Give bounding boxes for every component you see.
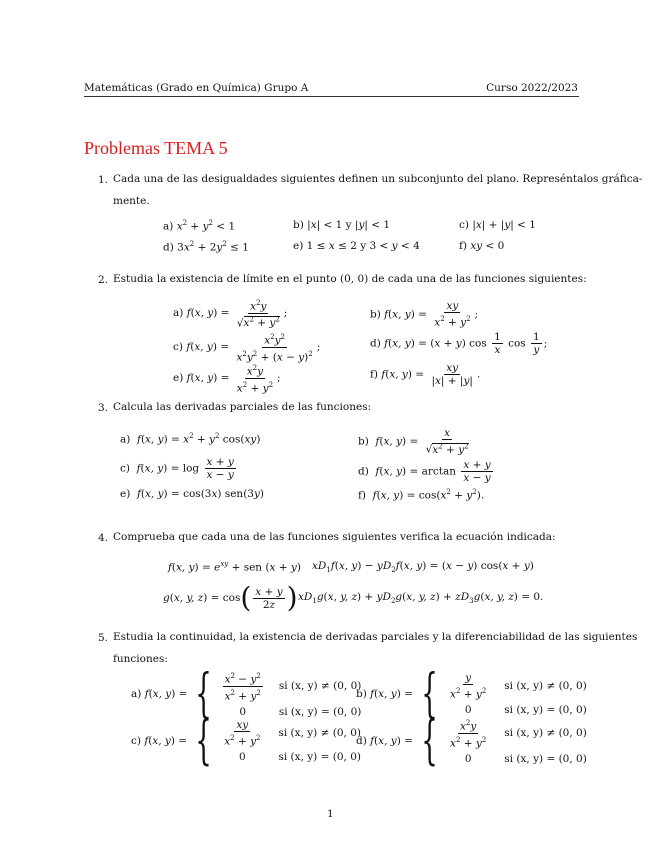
p2-item-c: c) f(x, y) = $\frac{x^2y^2}{x^2y^2 + (x - y)^2}$ ; <box>173 333 321 363</box>
p1-item-f: f) xy < 0 <box>459 240 505 252</box>
p1-item-c: c) |x| + |y| < 1 <box>459 219 536 231</box>
header-right: Curso 2022/2023 <box>486 82 578 94</box>
p2-item-a: a) f(x, y) = $\frac{x^2y}{√x^2 + y^2}$ ; <box>173 299 288 329</box>
p5-item-d: d) f(x, y) = { $\frac{x^2y}{x^2 + y^2}$ si (x, y) ≠ (0, 0) 0 si (x, y) = (0, 0) <box>356 711 587 771</box>
p5b-cond-ne: si (x, y) ≠ (0, 0) <box>504 680 587 692</box>
p1-item-e: e) 1 ≤ x ≤ 2 y 3 < y < 4 <box>293 240 420 252</box>
p2-item-d: d) f(x, y) = (x + y) cos $\frac{1}{x}$ cos $\frac{1}{y}$ ; <box>370 331 548 356</box>
p5a-cond-ne: si (x, y) ≠ (0, 0) <box>278 680 362 692</box>
p1-item-b: b) |x| < 1 y |y| < 1 <box>293 219 391 231</box>
p3-item-a: a) f(x, $y) = x^2 + y^2$ cos(xy) <box>120 432 261 446</box>
p5d-cond-ne: si (x, y) ≠ (0, 0) <box>504 727 587 739</box>
p1-item-a: a) $x^2 + y^2 < 1$ <box>163 219 236 233</box>
p3-item-d: d) f(x, y) = arctan $\frac{x + y}{x - y}$ <box>358 459 491 484</box>
p5a-cond-eq: si (x, y) = (0, 0) <box>278 706 362 718</box>
problem-5-text-line1: Estudia la continuidad, la existencia de derivadas parciales y la diferenciabilidad de las siguientes <box>113 631 638 643</box>
header-rule <box>84 96 579 97</box>
p4-item-g: g ( x, y, z ) = cos ( $\frac{x + y}{2z}$ ) <box>163 581 298 614</box>
problem-5-text <box>113 626 637 670</box>
p5b-cond-eq: si (x, y) = (0, 0) <box>504 704 587 717</box>
p4-item-f: f(x, $y) = e^{xy}$ + sen (x + y) <box>168 560 301 574</box>
problem-4-number: 4. <box>98 532 109 544</box>
problem-3-number: 3. <box>98 402 109 414</box>
problem-2-number: 2. <box>98 274 109 286</box>
problem-1-text <box>113 168 642 212</box>
problem-5-text-line2: funciones: <box>113 653 168 665</box>
p3-item-b: b) f(x, y) = $\frac{x}{√x^2 + y^2}$ <box>358 427 469 456</box>
problem-1-text-line2: mente. <box>113 195 150 207</box>
p3-item-f: f) f(x, $y) = \cos(x^2 + y^2)$. <box>358 488 485 502</box>
p5c-cond-ne: si (x, y) ≠ (0, 0) <box>278 727 361 739</box>
problem-1-number: 1. <box>98 174 109 186</box>
p5-item-a: a) f(x, y) = { $\frac{x^2 - y^2}{x^2 + y^2}$ si (x, y) ≠ (0, 0) 0 si (x, y) = (0, 0) <box>131 664 362 724</box>
p2-item-b: b) f(x, y) = $\frac{xy}{x^2 + y^2}$ ; <box>370 300 479 329</box>
p2-item-e: e) f(x, y) = $\frac{x^2y}{x^2 + y^2}$ ; <box>173 364 281 394</box>
p3-item-e: e) f(x, y) = cos(3x) sen(3y) <box>120 488 265 500</box>
problem-3-text: Calcula las derivadas parciales de las funciones: <box>113 401 372 413</box>
problem-4-text: Comprueba que cada una de las funciones siguientes verifica la ecuación indicada: <box>113 531 556 543</box>
problem-1-text-line1: Cada una de las desigualdades siguientes definen un subconjunto del plano. Represéntalos gráfica- <box>113 173 643 185</box>
header-left: Matemáticas (Grado en Química) Grupo A <box>84 82 309 94</box>
p1-item-d: d) $3x^2 + 2y^2 \le 1$ <box>163 240 249 254</box>
p3-item-c: c) f(x, y) = log $\frac{x + y}{x - y}$ <box>120 456 234 481</box>
p2-item-f: f) f(x, y) = $\frac{xy}{|x| + |y|}$ . <box>370 362 481 387</box>
problem-2-text: Estudia la existencia de límite en el punto (0, 0) de cada una de las funciones siguientes: <box>113 273 587 285</box>
p4-eq-g: $xD_1g(x$, y, $z) + yD_2g(x$, y, $z) + zD_3g(x$, y, z) = 0. <box>298 591 544 606</box>
p5c-cond-eq: si (x, y) = (0, 0) <box>278 751 361 764</box>
p4-eq-f: $xD_1f(x$, $y) - yD_2f(x$, y) = (x − y) cos(x + y) <box>312 560 534 575</box>
p5d-cond-eq: si (x, y) = (0, 0) <box>504 753 587 765</box>
p5-item-b: b) f(x, y) = { $\frac{y}{x^2 + y^2}$ si (x, y) ≠ (0, 0) 0 si (x, y) = (0, 0) <box>356 664 587 724</box>
problem-5-number: 5. <box>98 632 109 644</box>
page-number: 1 <box>327 808 334 820</box>
p5-item-c: c) f(x, y) = { $\frac{xy}{x^2 + y^2}$ si (x, y) ≠ (0, 0) 0 si (x, y) = (0, 0) <box>131 711 361 771</box>
page-title: Problemas TEMA 5 <box>84 138 228 158</box>
